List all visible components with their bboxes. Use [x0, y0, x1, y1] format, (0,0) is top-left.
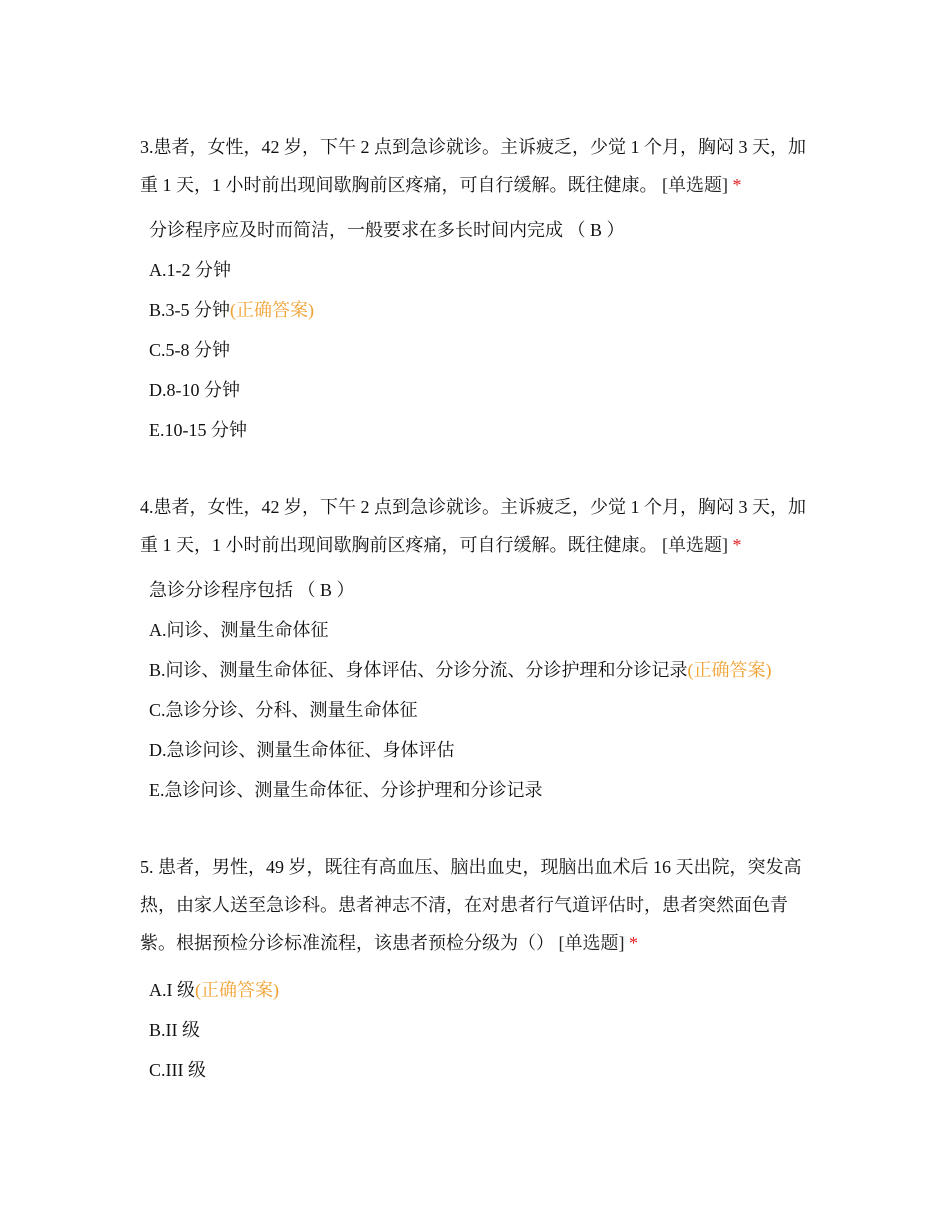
question-3: [140, 128, 820, 450]
option-label: D.8-10 分钟: [149, 380, 240, 400]
option-label: B.3-5 分钟: [149, 300, 230, 320]
correct-answer-tag: (正确答案): [687, 660, 772, 680]
option-a[interactable]: [149, 970, 820, 1010]
option-b[interactable]: [149, 1010, 820, 1050]
question-type-label: [单选题]: [662, 175, 728, 195]
option-c[interactable]: [149, 1050, 820, 1090]
option-list: [140, 970, 820, 1090]
sub-question: 急诊分诊程序包括 （ B ）: [149, 580, 355, 600]
question-type-label: [单选题]: [662, 535, 728, 555]
question-stem-text: 4.患者，女性，42 岁，下午 2 点到急诊就诊。主诉疲乏，少觉 1 个月，胸闷 3 天，加重 1 天，1 小时前出现间歇胸前区疼痛，可自行缓解。既往健康。: [140, 497, 806, 555]
option-label: A.问诊、测量生命体征: [149, 620, 329, 640]
option-list: [140, 250, 820, 450]
option-label: C.5-8 分钟: [149, 340, 230, 360]
option-label: A.I 级: [149, 980, 195, 1000]
option-label: B.II 级: [149, 1020, 200, 1040]
option-d[interactable]: [149, 370, 820, 410]
required-mark: *: [732, 535, 742, 555]
option-label: E.10-15 分钟: [149, 420, 247, 440]
option-label: D.急诊问诊、测量生命体征、身体评估: [149, 740, 455, 760]
option-label: E.急诊问诊、测量生命体征、分诊护理和分诊记录: [149, 780, 543, 800]
question-stem: [140, 128, 820, 204]
option-b[interactable]: [149, 290, 820, 330]
question-4: [140, 488, 820, 810]
option-a[interactable]: [149, 610, 820, 650]
question-stem-text: 3.患者，女性，42 岁，下午 2 点到急诊就诊。主诉疲乏，少觉 1 个月，胸闷 3 天，加重 1 天，1 小时前出现间歇胸前区疼痛，可自行缓解。既往健康。: [140, 137, 806, 195]
option-c[interactable]: [149, 690, 820, 730]
option-label: B.问诊、测量生命体征、身体评估、分诊分流、分诊护理和分诊记录: [149, 660, 688, 680]
option-a[interactable]: [149, 250, 820, 290]
question-5: [140, 848, 820, 1090]
option-label: C.III 级: [149, 1060, 206, 1080]
question-type-label: [单选题]: [558, 933, 625, 953]
option-list: [140, 610, 820, 810]
required-mark: *: [732, 175, 742, 195]
correct-answer-tag: (正确答案): [195, 980, 279, 1000]
option-label: C.急诊分诊、分科、测量生命体征: [149, 700, 418, 720]
question-stem: [140, 488, 820, 564]
option-e[interactable]: [149, 770, 820, 810]
correct-answer-tag: (正确答案): [230, 300, 314, 320]
question-stem: [140, 848, 820, 962]
option-e[interactable]: [149, 410, 820, 450]
option-b[interactable]: [149, 650, 820, 690]
question-stem-text: 5. 患者，男性，49 岁，既往有高血压、脑出血史，现脑出血术后 16 天出院，突发高热，由家人送至急诊科。患者神志不清，在对患者行气道评估时，患者突然面色青紫。根据预检分诊标准流程，该患者预检分级为（）: [140, 857, 802, 953]
required-mark: *: [629, 933, 638, 953]
option-label: A.1-2 分钟: [149, 260, 231, 280]
sub-question: 分诊程序应及时而简洁，一般要求在多长时间内完成 （ B ）: [149, 220, 625, 240]
option-d[interactable]: [149, 730, 820, 770]
option-c[interactable]: [149, 330, 820, 370]
